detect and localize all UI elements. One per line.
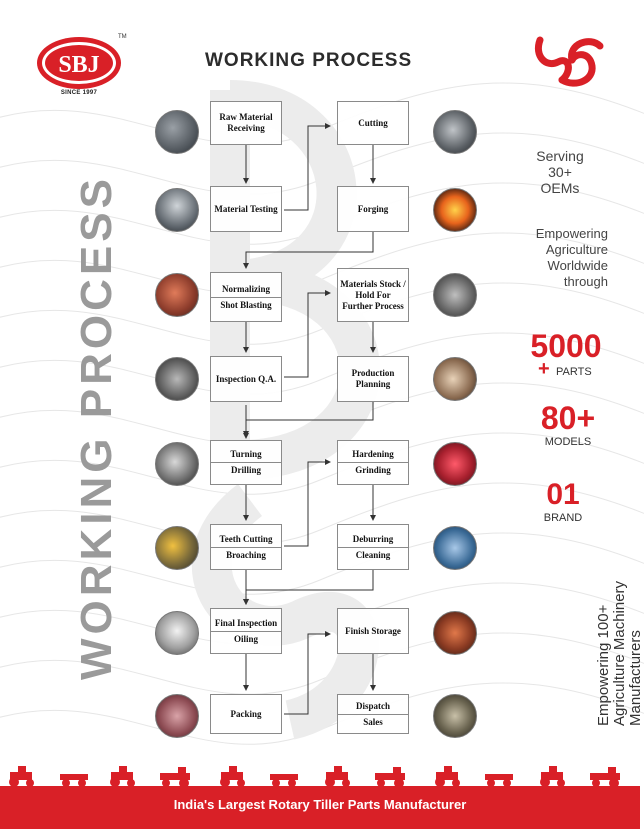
photo-inspection <box>155 357 199 401</box>
step-label: Materials Stock / Hold For Further Process <box>340 278 406 311</box>
step-finish-storage <box>337 608 409 654</box>
step-label: Packing <box>230 708 262 719</box>
step-final-inspection <box>210 608 282 654</box>
step-dispatch <box>337 694 409 734</box>
step-label: Cutting <box>358 117 388 128</box>
empowering-line: Empowering <box>535 226 608 241</box>
photo-testing <box>155 188 199 232</box>
empowering-line: through <box>563 274 608 289</box>
step-label: Forging <box>357 203 389 214</box>
photo-finish-storage <box>433 611 477 655</box>
models-label: MODELS <box>544 436 592 448</box>
step-label: Normalizing <box>222 283 270 294</box>
serving-line: Serving <box>536 148 584 164</box>
since-label: SINCE 1997 <box>60 90 98 96</box>
vertical-line: Empowering 100+ <box>595 604 612 726</box>
step-inspection <box>210 356 282 402</box>
parts-value: 5000 <box>530 328 602 364</box>
empowering-line: Agriculture <box>545 242 608 257</box>
vertical-empowering-text <box>596 581 644 726</box>
step-label: Cleaning <box>338 547 408 563</box>
brand-label: BRAND <box>543 512 583 524</box>
photo-planning <box>433 357 477 401</box>
serving-line: OEMs <box>540 180 580 196</box>
photo-packing <box>155 694 199 738</box>
photo-stock <box>433 273 477 317</box>
step-label: Oiling <box>211 631 281 647</box>
step-label: Turning <box>230 449 262 459</box>
photo-normalizing <box>155 273 199 317</box>
step-label: Hardening <box>352 449 394 459</box>
step-forging <box>337 186 409 232</box>
parts-plus: + <box>538 358 550 380</box>
step-label: Material Testing <box>214 203 278 214</box>
step-materials-stock <box>337 268 409 322</box>
step-label: Finish Storage <box>345 625 401 636</box>
photo-dispatch <box>433 694 477 738</box>
step-teeth-cutting <box>210 524 282 570</box>
empowering-text <box>512 226 608 290</box>
logo-text: SBJ <box>58 52 100 78</box>
step-material-testing <box>210 186 282 232</box>
photo-raw-material <box>155 110 199 154</box>
vertical-line: Agriculture Machinery <box>611 580 628 726</box>
step-raw-material <box>210 101 282 145</box>
step-label: Drilling <box>211 462 281 478</box>
footer-text: India's Largest Rotary Tiller Parts Manufacturer <box>173 797 467 812</box>
step-label: Grinding <box>338 462 408 478</box>
step-deburring <box>337 524 409 570</box>
step-label: Final Inspection <box>214 617 278 628</box>
models-value: 80+ <box>540 400 596 436</box>
step-packing <box>210 694 282 734</box>
trademark: TM <box>118 34 127 40</box>
serving-text <box>512 148 608 196</box>
step-label: Inspection Q.A. <box>215 373 277 384</box>
step-label: Deburring <box>352 533 394 544</box>
step-label: Dispatch <box>355 700 390 711</box>
step-production-planning <box>337 356 409 402</box>
photo-final-inspection <box>155 611 199 655</box>
step-label: Broaching <box>211 547 281 563</box>
step-hardening <box>337 440 409 485</box>
step-label: Shot Blasting <box>211 297 281 313</box>
step-normalizing <box>210 272 282 322</box>
step-label: Raw Material Receiving <box>219 112 273 133</box>
parts-label: PARTS <box>556 366 592 378</box>
tractor-silhouettes <box>0 762 640 788</box>
photo-forging <box>433 188 477 232</box>
vertical-title: WORKING PROCESS <box>72 175 121 680</box>
photo-deburring <box>433 526 477 570</box>
vertical-line: Manufacturers <box>627 630 644 726</box>
step-turning <box>210 440 282 485</box>
photo-turning <box>155 442 199 486</box>
step-label: Teeth Cutting <box>219 533 273 544</box>
photo-hardening <box>433 442 477 486</box>
step-label: Sales <box>338 714 408 730</box>
step-label: Production Planning <box>351 368 395 389</box>
photo-teeth-cutting <box>155 526 199 570</box>
step-cutting <box>337 101 409 145</box>
empowering-line: Worldwide <box>547 258 608 273</box>
photo-cutting <box>433 110 477 154</box>
serving-line: 30+ <box>548 164 572 180</box>
page-title: WORKING PROCESS <box>205 50 413 71</box>
brand-value: 01 <box>546 478 580 511</box>
